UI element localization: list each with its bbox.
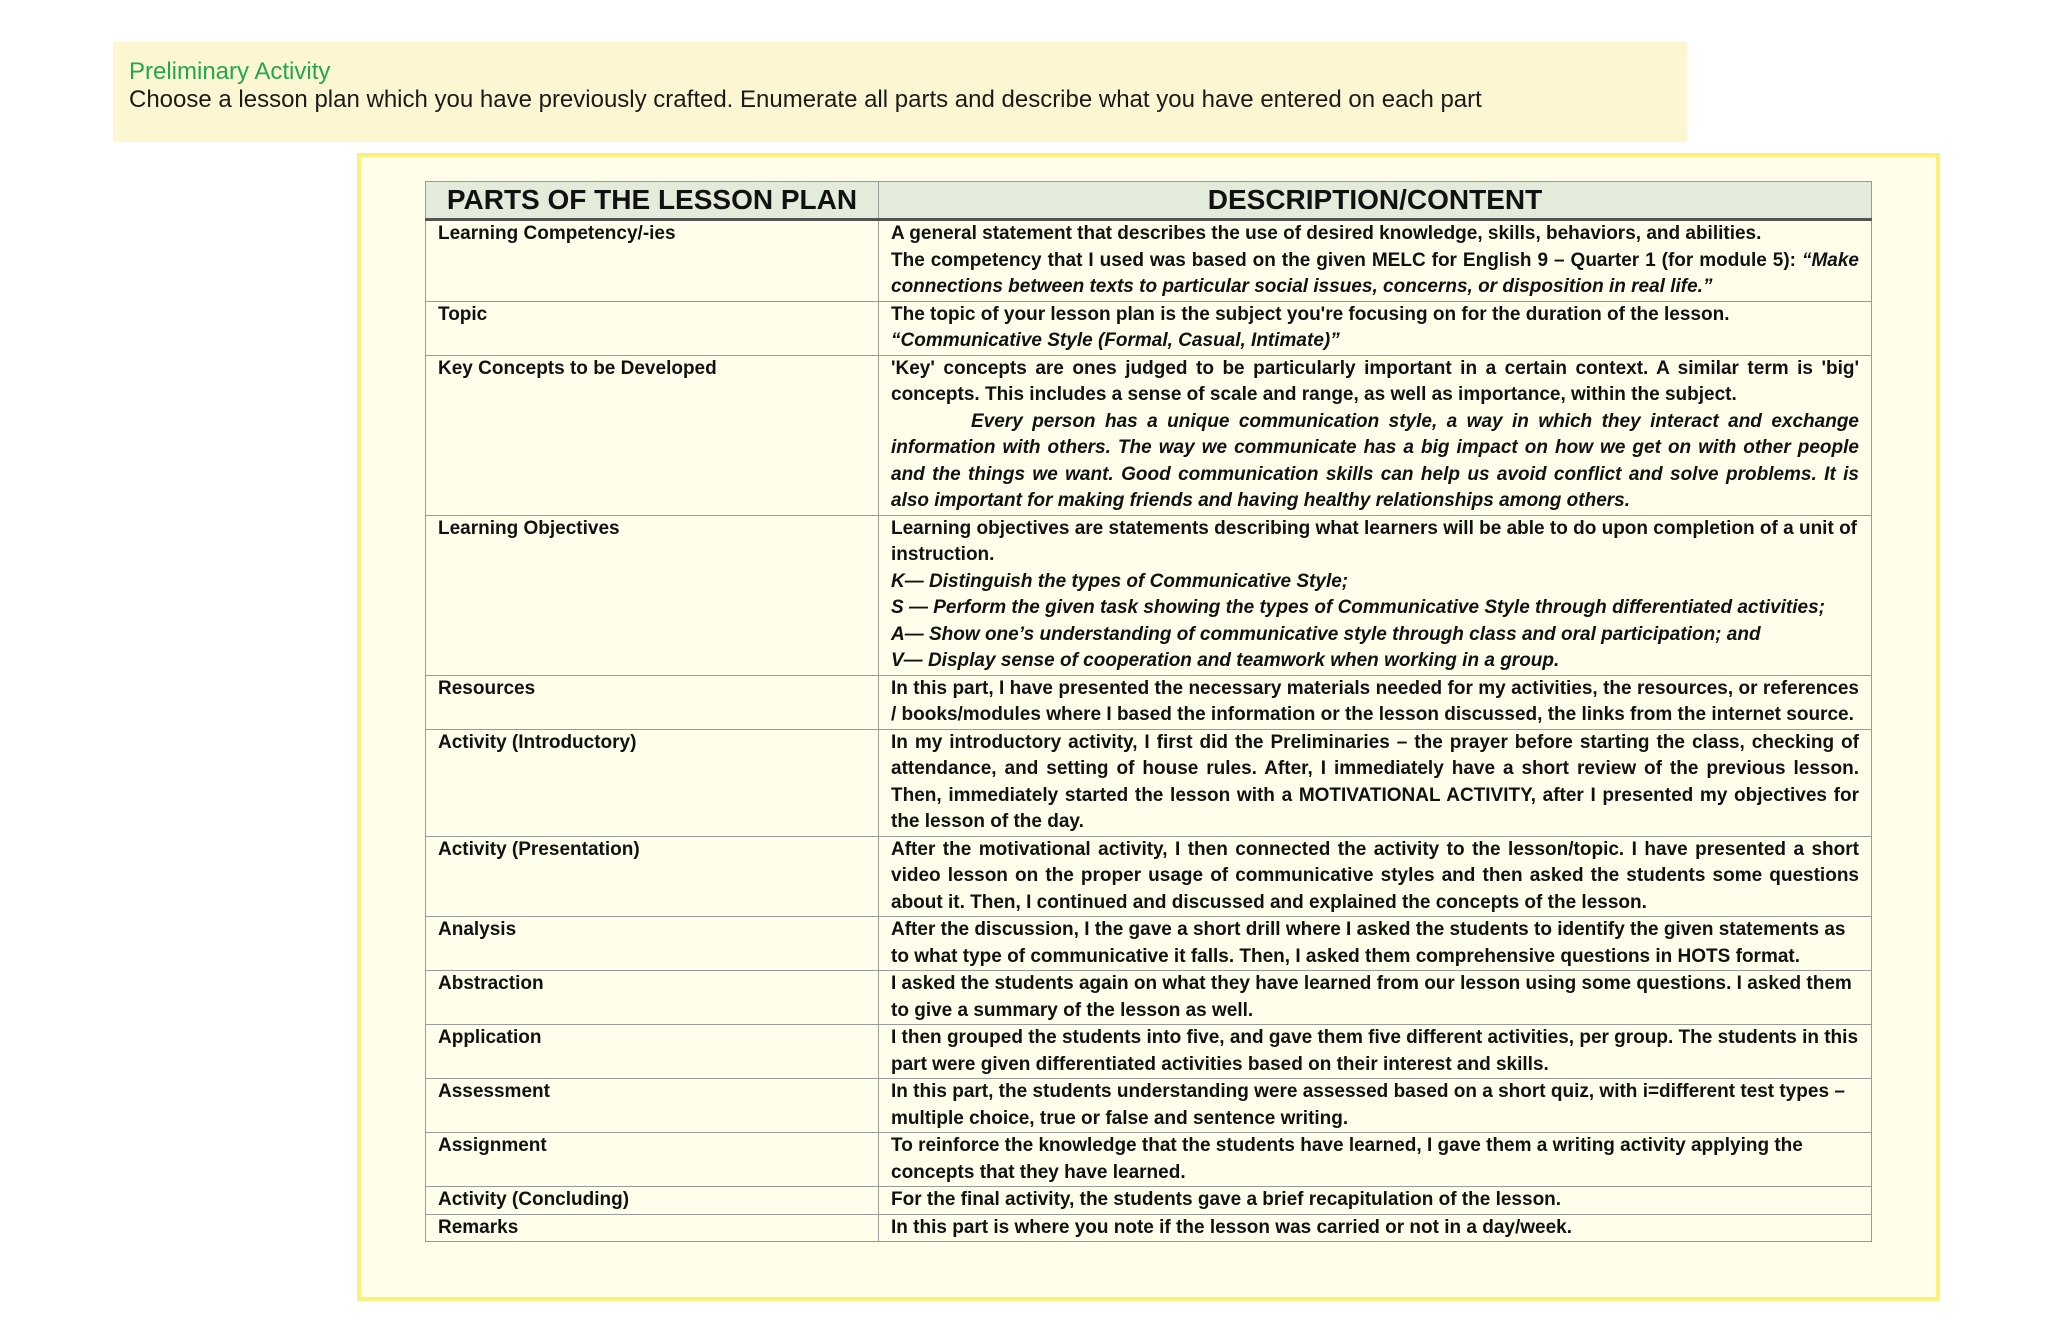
objective-attitude: A— Show one’s understanding of communicative style through class and oral participation; and bbox=[891, 623, 1761, 645]
table-row bbox=[426, 1133, 1872, 1187]
table-row bbox=[426, 729, 1872, 836]
description-cell: After the motivational activity, I then connected the activity to the lesson/topic. I have presented a short video lesson on the proper usage of communicative styles and then asked the students some questions about it. Then, I continued and discussed and explained the concepts of the lesson. bbox=[879, 836, 1872, 917]
description-cell: In this part, I have presented the necessary materials needed for my activities, the resources, or references / books/modules where I based the information or the lesson discussed, the links from the internet source. bbox=[879, 675, 1872, 729]
description-cell bbox=[879, 301, 1872, 355]
description-quote: “Communicative Style (Formal, Casual, Intimate)” bbox=[891, 330, 1340, 351]
description-cell: After the discussion, I the gave a short drill where I asked the students to identify the given statements as to what type of communicative it falls. Then, I asked them comprehensive questions in HOTS format. bbox=[879, 917, 1872, 971]
header-parts: PARTS OF THE LESSON PLAN bbox=[426, 182, 879, 220]
description-cell bbox=[879, 515, 1872, 675]
description-text: 'Key' concepts are ones judged to be particularly important in a certain context. A similar term is 'big' concepts. This includes a sense of scale and range, as well as importance, within the subject. bbox=[891, 357, 1859, 405]
description-quote: “Make connections between texts to particular social issues, concerns, or disposition in real life.” bbox=[891, 249, 1859, 297]
description-text: Learning objectives are statements describing what learners will be able to do upon completion of a unit of instruction. bbox=[891, 517, 1858, 565]
part-cell: Activity (Presentation) bbox=[426, 836, 879, 917]
table-row bbox=[426, 917, 1872, 971]
part-cell: Activity (Introductory) bbox=[426, 729, 879, 836]
part-cell: Topic bbox=[426, 301, 879, 355]
instruction-text: Choose a lesson plan which you have previously crafted. Enumerate all parts and describe what you have entered on each part bbox=[129, 86, 1482, 113]
table-row bbox=[426, 1025, 1872, 1079]
part-cell: Activity (Concluding) bbox=[426, 1187, 879, 1215]
table-row bbox=[426, 1214, 1872, 1242]
instruction-box bbox=[113, 42, 1687, 142]
table-row bbox=[426, 1187, 1872, 1215]
part-cell: Resources bbox=[426, 675, 879, 729]
part-cell: Assessment bbox=[426, 1079, 879, 1133]
part-cell: Abstraction bbox=[426, 971, 879, 1025]
table-row bbox=[426, 675, 1872, 729]
description-text: The topic of your lesson plan is the subject you're focusing on for the duration of the lesson. bbox=[891, 303, 1730, 325]
description-cell: In my introductory activity, I first did the Preliminaries – the prayer before starting the class, checking of attendance, and setting of house rules. After, I immediately have a short review of the previous lesson. Then, immediately started the lesson with a MOTIVATIONAL ACTIVITY, after I presented my objectives for the lesson of the day. bbox=[879, 729, 1872, 836]
table-row bbox=[426, 836, 1872, 917]
lesson-plan-table bbox=[425, 181, 1872, 1242]
description-text: A general statement that describes the use of desired knowledge, skills, behaviors, and abilities. bbox=[891, 223, 1762, 244]
objective-skills: S — Perform the given task showing the types of Communicative Style through differentiated activities; bbox=[891, 597, 1825, 618]
table-row bbox=[426, 1079, 1872, 1133]
part-cell: Key Concepts to be Developed bbox=[426, 355, 879, 515]
description-cell bbox=[879, 220, 1872, 302]
part-cell: Analysis bbox=[426, 917, 879, 971]
table-row bbox=[426, 301, 1872, 355]
part-cell: Application bbox=[426, 1025, 879, 1079]
description-text: The competency that I used was based on the given MELC for English 9 – Quarter 1 (for module 5): bbox=[891, 249, 1802, 271]
table-row bbox=[426, 515, 1872, 675]
part-cell: Assignment bbox=[426, 1133, 879, 1187]
table-row bbox=[426, 220, 1872, 302]
instruction-title: Preliminary Activity bbox=[129, 58, 331, 85]
description-quote: Every person has a unique communication style, a way in which they interact and exchange information with others. The way we communicate has a big impact on how we get on with other people and the things we want. Good communication skills can help us avoid conflict and solve problems. It is also important for making friends and having healthy relationships among others. bbox=[891, 410, 1859, 511]
table-row bbox=[426, 971, 1872, 1025]
table-header-row bbox=[426, 182, 1872, 220]
part-cell: Remarks bbox=[426, 1214, 879, 1242]
description-cell: In this part, the students understanding were assessed based on a short quiz, with i=different test types – multiple choice, true or false and sentence writing. bbox=[879, 1079, 1872, 1133]
header-description: DESCRIPTION/CONTENT bbox=[879, 182, 1872, 220]
description-cell: For the final activity, the students gave a brief recapitulation of the lesson. bbox=[879, 1187, 1872, 1215]
objective-values: V— Display sense of cooperation and teamwork when working in a group. bbox=[891, 650, 1560, 671]
description-cell: To reinforce the knowledge that the students have learned, I gave them a writing activity applying the concepts that they have learned. bbox=[879, 1133, 1872, 1187]
description-cell: In this part is where you note if the lesson was carried or not in a day/week. bbox=[879, 1214, 1872, 1242]
description-cell bbox=[879, 355, 1872, 515]
description-cell: I asked the students again on what they have learned from our lesson using some questions. I asked them to give a summary of the lesson as well. bbox=[879, 971, 1872, 1025]
lesson-plan-frame bbox=[357, 153, 1940, 1301]
objective-knowledge: K— Distinguish the types of Communicative Style; bbox=[891, 570, 1349, 592]
part-cell: Learning Competency/-ies bbox=[426, 220, 879, 302]
part-cell: Learning Objectives bbox=[426, 515, 879, 675]
table-row bbox=[426, 355, 1872, 515]
description-cell: I then grouped the students into five, and gave them five different activities, per group. The students in this part were given differentiated activities based on their interest and skills. bbox=[879, 1025, 1872, 1079]
